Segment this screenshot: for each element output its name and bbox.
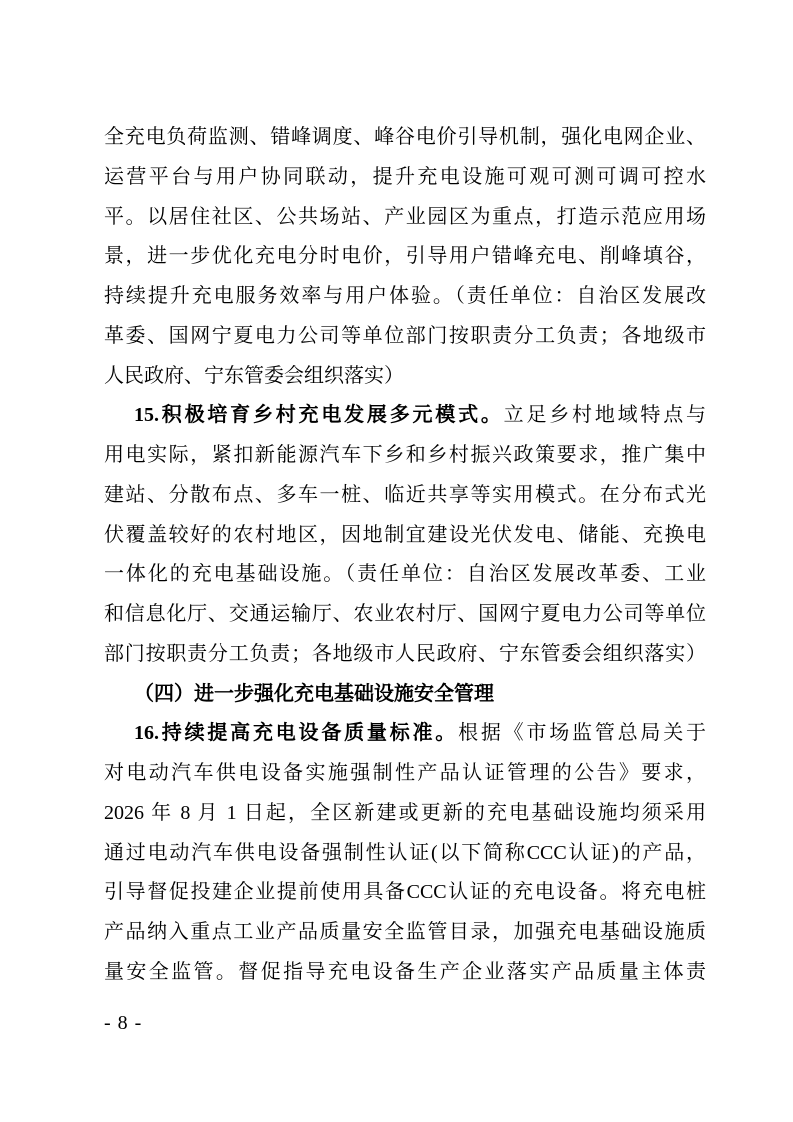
text-line [104,953,706,993]
text-line [104,396,706,436]
document-body [104,118,706,993]
text-line [104,158,706,198]
text-run: 根据《市场监管总局关于 [458,722,706,745]
paragraph-16 [104,714,706,992]
text-run: 部门按职责分工负责；各地级市人民政府、宁东管委会组织落实） [104,642,706,665]
bold-text-run: 15.积极培育乡村充电发展多元模式。 [134,404,504,427]
text-line [104,555,706,595]
text-line [104,237,706,277]
text-run: 引导督促投建企业提前使用具备CCC认证的充电设备。将充电桩 [104,881,706,904]
text-run: 持续提升充电服务效率与用户体验。（责任单位：自治区发展改 [104,285,706,307]
text-line [104,794,706,834]
text-line [104,595,706,635]
text-run: 全充电负荷监测、错峰调度、峰谷电价引导机制，强化电网企业、 [104,126,706,148]
text-line [104,357,706,397]
text-line [104,834,706,874]
text-run: 量安全监管。督促指导充电设备生产企业落实产品质量主体责 [104,960,706,983]
text-line [104,516,706,556]
bold-text-run: （四）进一步强化充电基础设施安全管理 [134,682,494,705]
text-line [104,675,706,715]
text-run: 和信息化厅、交通运输厅、农业农村厅、国网宁夏电力公司等单位 [104,603,706,625]
text-run: 对电动汽车供电设备实施强制性产品认证管理的公告》要求， [104,762,706,784]
text-run: 平。以居住社区、公共场站、产业园区为重点，打造示范应用场 [104,205,706,228]
text-run: 建站、分散布点、多车一桩、临近共享等实用模式。在分布式光 [104,483,706,506]
text-run: 通过电动汽车供电设备强制性认证(以下简称CCC认证)的产品， [104,841,706,864]
text-run: 2026 年 8 月 1 日起，全区新建或更新的充电基础设施均须采用 [104,801,706,824]
text-line [104,714,706,754]
text-line [104,635,706,675]
text-run: 景，进一步优化充电分时电价，引导用户错峰充电、削峰填谷， [104,245,706,268]
text-line [104,436,706,476]
text-run: 运营平台与用户协同联动，提升充电设施可观可测可调可控水 [104,165,706,188]
bold-text-run: 16.持续提高充电设备质量标准。 [134,722,459,745]
text-line [104,198,706,238]
page-number: - 8 - [104,1012,143,1034]
paragraph-15 [104,396,706,674]
text-line [104,277,706,317]
paragraph-continuation [104,118,706,396]
text-run: 立足乡村地域特点与 [503,404,706,427]
text-line [104,118,706,158]
text-run: 用电实际，紧扣新能源汽车下乡和乡村振兴政策要求，推广集中 [104,444,706,466]
section-heading-4 [104,675,706,715]
text-run: 人民政府、宁东管委会组织落实） [104,364,404,387]
text-line [104,476,706,516]
text-run: 伏覆盖较好的农村地区，因地制宜建设光伏发电、储能、充换电 [104,523,706,546]
text-run: 革委、国网宁夏电力公司等单位部门按职责分工负责；各地级市 [104,324,706,347]
text-line [104,913,706,953]
text-line [104,754,706,794]
text-run: 产品纳入重点工业产品质量安全监管目录，加强充电基础设施质 [104,921,706,943]
text-line [104,317,706,357]
text-run: 一体化的充电基础设施。（责任单位：自治区发展改革委、工业 [104,563,706,586]
text-line [104,873,706,913]
